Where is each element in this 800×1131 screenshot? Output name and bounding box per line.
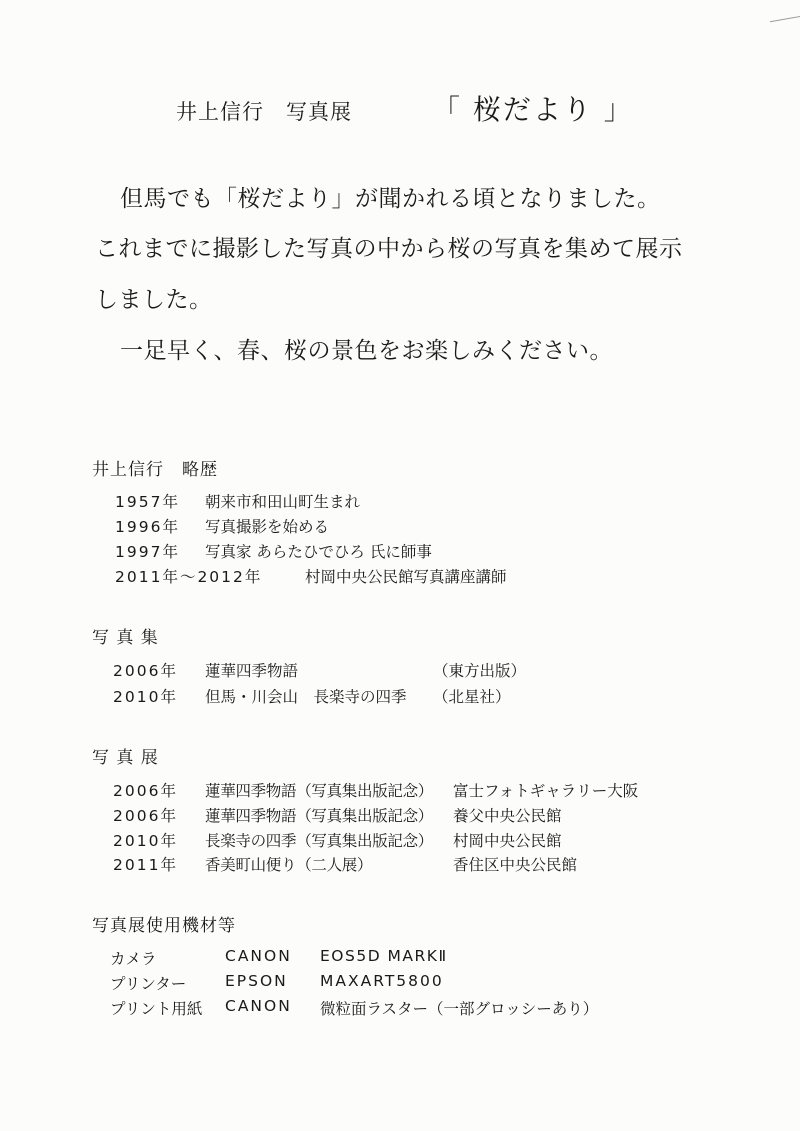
biography-text: 村岡中央公民館写真講座講師	[305, 568, 507, 586]
intro-line-1: 但馬でも「桜だより」が聞かれる頃となりました。	[120, 186, 661, 212]
equipment-model: MAXART5800	[320, 972, 444, 990]
biography-heading: 井上信行 略歴	[92, 460, 218, 480]
exhibition-title: 香美町山便り（二人展）	[205, 856, 373, 874]
biography-text: 写真撮影を始める	[205, 518, 330, 536]
equipment-label: カメラ	[110, 950, 157, 968]
exhibitions-heading: 写 真 展	[92, 748, 159, 768]
equipment-maker: EPSON	[225, 972, 288, 990]
exhibition-year: 2006年	[113, 807, 178, 825]
biography-year: 1957年	[115, 493, 180, 511]
equipment-label: プリント用紙	[110, 1000, 203, 1018]
biography-text: 写真家 あらたひでひろ 氏に師事	[205, 543, 432, 561]
exhibition-year: 2006年	[113, 782, 178, 800]
photobook-year: 2006年	[113, 662, 178, 680]
scan-corner-mark	[770, 0, 800, 22]
equipment-label: プリンター	[110, 975, 187, 993]
intro-line-4: 一足早く、春、桜の景色をお楽しみください。	[120, 338, 614, 364]
intro-line-2: これまでに撮影した写真の中から桜の写真を集めて展示	[95, 236, 683, 262]
exhibition-title: 長楽寺の四季（写真集出版記念）	[205, 832, 434, 850]
equipment-model: 微粒面ラスター（一部グロッシーあり）	[320, 1000, 599, 1018]
intro-line-3: しました。	[95, 287, 213, 313]
exhibition-year: 2010年	[113, 832, 178, 850]
exhibition-title-main: 井上信行 写真展	[176, 100, 352, 124]
equipment-heading: 写真展使用機材等	[92, 916, 236, 936]
photobook-year: 2010年	[113, 688, 178, 706]
equipment-model: EOS5D MARKⅡ	[320, 947, 448, 965]
exhibition-venue: 養父中央公民館	[453, 807, 562, 825]
equipment-maker: CANON	[225, 947, 292, 965]
exhibition-venue: 富士フォトギャラリー大阪	[453, 782, 639, 800]
photobook-publisher: （東方出版）	[433, 662, 527, 680]
exhibition-title-sub: 「 桜だより 」	[432, 93, 634, 126]
exhibition-venue: 村岡中央公民館	[453, 832, 562, 850]
exhibition-venue: 香住区中央公民館	[453, 856, 578, 874]
exhibition-title: 蓮華四季物語（写真集出版記念）	[205, 807, 434, 825]
photobook-publisher: （北星社）	[433, 688, 511, 706]
photobooks-heading: 写 真 集	[92, 628, 159, 648]
biography-year: 1997年	[115, 543, 180, 561]
photobook-title: 但馬・川会山 長楽寺の四季	[205, 688, 407, 706]
biography-year: 2011年～2012年	[115, 568, 263, 586]
biography-year: 1996年	[115, 518, 180, 536]
biography-text: 朝来市和田山町生まれ	[205, 493, 361, 511]
exhibition-year: 2011年	[113, 856, 178, 874]
equipment-maker: CANON	[225, 997, 292, 1015]
photobook-title: 蓮華四季物語	[205, 662, 299, 680]
exhibition-title	[0, 86, 800, 136]
exhibition-title: 蓮華四季物語（写真集出版記念）	[205, 782, 434, 800]
